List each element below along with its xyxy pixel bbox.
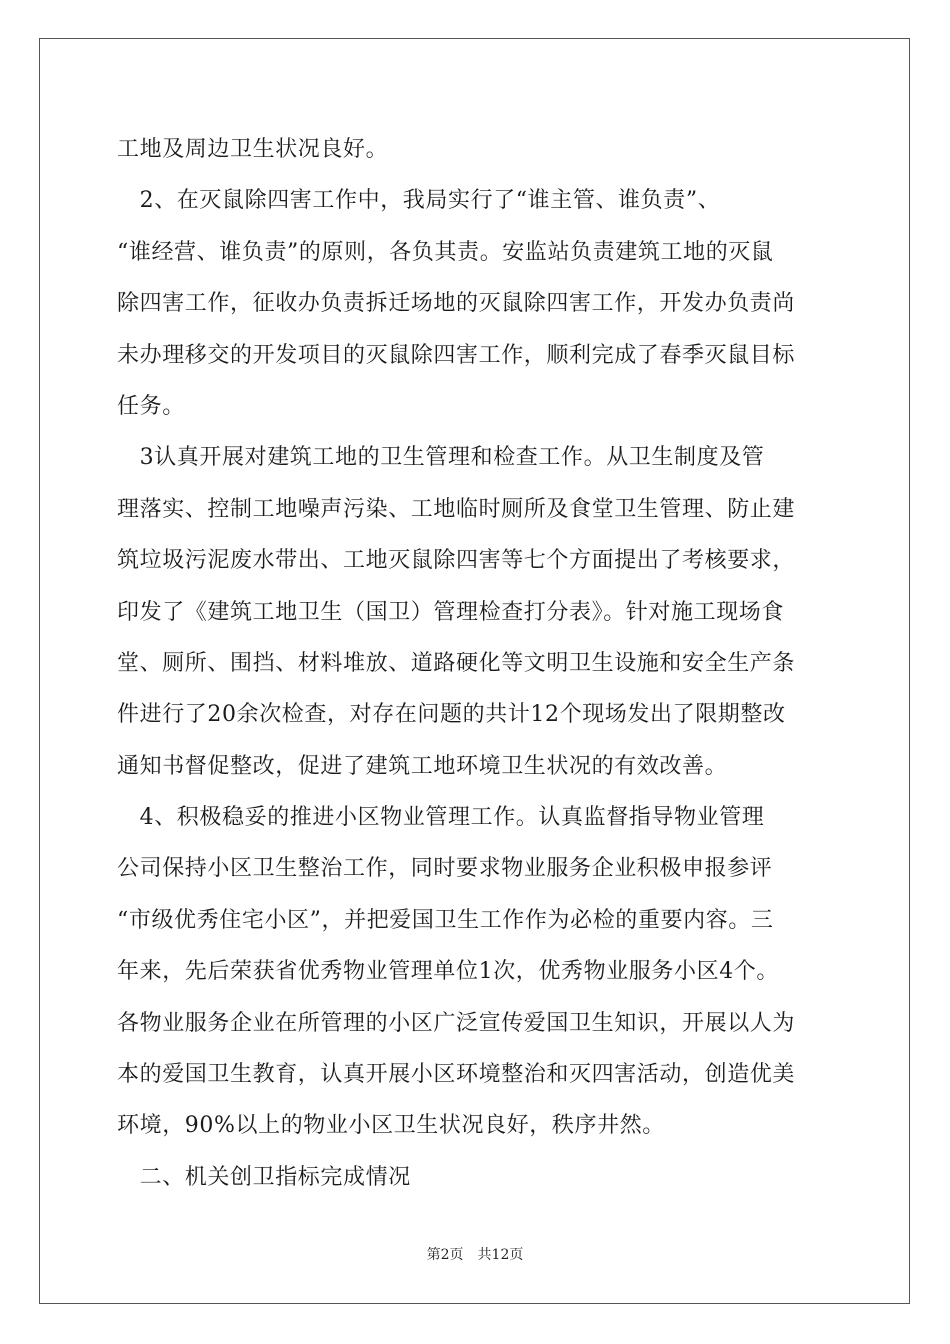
text-line: 工地及周边卫生状况良好。	[117, 137, 389, 162]
text-line: “市级优秀住宅小区”，并把爱国卫生工作作为必检的重要内容。三	[117, 907, 774, 933]
text-line: 3认真开展对建筑工地的卫生管理和检查工作。从卫生制度及管	[117, 445, 765, 471]
text-line: 除四害工作，征收办负责拆迁场地的灭鼠除四害工作，开发办负责尚	[117, 291, 796, 317]
text-line: 各物业服务企业在所管理的小区广泛宣传爱国卫生知识，开展以人为	[117, 1010, 796, 1036]
text-line: 二、机关创卫指标完成情况	[117, 1164, 411, 1190]
text-line: 堂、厕所、围挡、材料堆放、道路硬化等文明卫生设施和安全生产条	[117, 650, 796, 676]
text-line: 2、在灭鼠除四害工作中，我局实行了“谁主管、谁负责”、	[117, 188, 721, 214]
text-line: 印发了《建筑工地卫生（国卫）管理检查打分表》。针对施工现场食	[117, 599, 785, 625]
text-line: 未办理移交的开发项目的灭鼠除四害工作，顺利完成了春季灭鼠目标	[117, 342, 796, 368]
text-line: 公司保持小区卫生整治工作，同时要求物业服务企业积极申报参评	[117, 856, 773, 882]
text-line: 理落实、控制工地噪声污染、工地临时厕所及食堂卫生管理、防止建	[117, 496, 796, 522]
text-line: 件进行了20余次检查，对存在问题的共计12个现场发出了限期整改	[117, 702, 786, 728]
page-number-footer: 第2页 共12页	[426, 1247, 524, 1263]
text-line: 通知书督促整改，促进了建筑工地环境卫生状况的有效改善。	[117, 753, 728, 779]
text-line: 任务。	[117, 393, 185, 419]
document-body	[117, 124, 833, 1203]
text-line: 本的爱国卫生教育，认真开展小区环境整治和灭四害活动，创造优美	[117, 1062, 796, 1088]
text-line: 环境，90%以上的物业小区卫生状况良好，秩序井然。	[117, 1113, 665, 1139]
text-line: 筑垃圾污泥废水带出、工地灭鼠除四害等七个方面提出了考核要求，	[117, 548, 796, 574]
text-line: 年来，先后荣获省优秀物业管理单位1次，优秀物业服务小区4个。	[117, 959, 779, 985]
text-line: “谁经营、谁负责”的原则，各负其责。安监站负责建筑工地的灭鼠	[117, 239, 774, 265]
text-line: 4、积极稳妥的推进小区物业管理工作。认真监督指导物业管理	[117, 805, 765, 831]
